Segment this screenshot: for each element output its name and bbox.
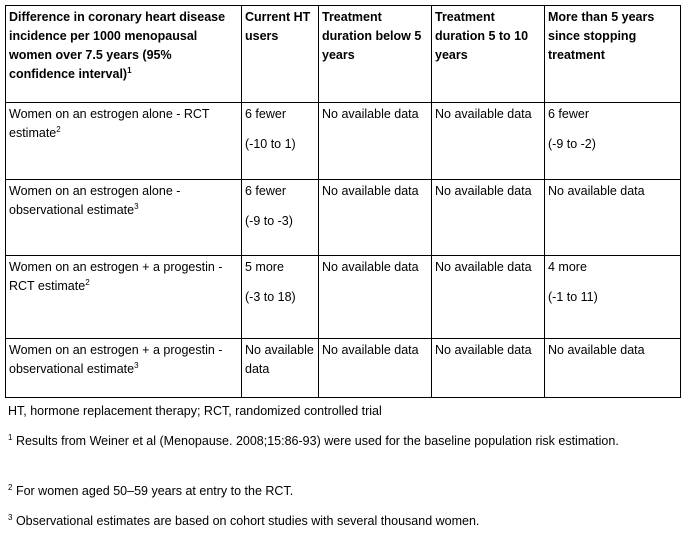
table-row bbox=[6, 103, 681, 180]
footnote-1 bbox=[8, 431, 678, 451]
footnote-ref: 2 bbox=[56, 124, 61, 134]
current-users-cell bbox=[242, 339, 319, 398]
cell-ci: (-10 to 1) bbox=[245, 137, 296, 151]
footnote-ref: 3 bbox=[134, 360, 139, 370]
cell-value: No available data bbox=[548, 343, 645, 357]
five-to-ten-cell: No available data bbox=[432, 103, 545, 180]
five-to-ten-cell: No available data bbox=[432, 256, 545, 339]
header-cell-since-stopping: More than 5 years since stopping treatment bbox=[545, 6, 681, 103]
current-users-cell bbox=[242, 103, 319, 180]
footnote-2 bbox=[8, 481, 678, 501]
footnote-ref: 3 bbox=[134, 201, 139, 211]
header-difference-text: Difference in coronary heart disease incidence per 1000 menopausal women over 7.5 years (95% confidence interval) bbox=[9, 10, 226, 81]
header-cell-current-users: Current HT users bbox=[242, 6, 319, 103]
footnote-mark: 3 bbox=[8, 512, 13, 522]
row-label: Women on an estrogen + a progestin - RCT estimate bbox=[9, 260, 223, 293]
cell-value: No available data bbox=[548, 184, 645, 198]
below5-cell: No available data bbox=[319, 180, 432, 256]
header-cell-difference bbox=[6, 6, 242, 103]
cell-value: 5 more bbox=[245, 260, 284, 274]
cell-value: 6 fewer bbox=[548, 107, 589, 121]
footnote-ref: 2 bbox=[85, 277, 90, 287]
since-stopping-cell bbox=[545, 256, 681, 339]
row-label: Women on an estrogen + a progestin - observational estimate bbox=[9, 343, 223, 376]
cell-value: 6 fewer bbox=[245, 107, 286, 121]
footnote-3 bbox=[8, 511, 678, 531]
footnote-mark: 2 bbox=[8, 482, 13, 492]
row-label: Women on an estrogen alone - RCT estimate bbox=[9, 107, 210, 140]
header-cell-duration-below-5: Treatment duration below 5 years bbox=[319, 6, 432, 103]
header-cell-duration-5-to-10: Treatment duration 5 to 10 years bbox=[432, 6, 545, 103]
table-header-row bbox=[6, 6, 681, 103]
footnote-mark: 1 bbox=[8, 432, 13, 442]
since-stopping-cell bbox=[545, 180, 681, 256]
chd-incidence-table bbox=[5, 5, 681, 398]
current-users-cell bbox=[242, 256, 319, 339]
cell-value: 6 fewer bbox=[245, 184, 286, 198]
footnote-text: Observational estimates are based on cohort studies with several thousand women. bbox=[15, 514, 480, 528]
footnote-text: For women aged 50–59 years at entry to the RCT. bbox=[15, 484, 294, 498]
current-users-cell bbox=[242, 180, 319, 256]
since-stopping-cell bbox=[545, 339, 681, 398]
cell-value: 4 more bbox=[548, 260, 587, 274]
below5-cell: No available data bbox=[319, 339, 432, 398]
row-label-cell bbox=[6, 180, 242, 256]
cell-value: No available data bbox=[245, 343, 314, 376]
five-to-ten-cell: No available data bbox=[432, 180, 545, 256]
footnote-ref: 1 bbox=[127, 65, 132, 75]
footnote-abbreviations: HT, hormone replacement therapy; RCT, randomized controlled trial bbox=[8, 404, 382, 418]
below5-cell: No available data bbox=[319, 256, 432, 339]
cell-ci: (-9 to -3) bbox=[245, 214, 293, 228]
five-to-ten-cell: No available data bbox=[432, 339, 545, 398]
cell-ci: (-9 to -2) bbox=[548, 137, 596, 151]
row-label: Women on an estrogen alone - observational estimate bbox=[9, 184, 181, 217]
cell-ci: (-1 to 11) bbox=[548, 290, 598, 304]
below5-cell: No available data bbox=[319, 103, 432, 180]
cell-ci: (-3 to 18) bbox=[245, 290, 296, 304]
row-label-cell bbox=[6, 256, 242, 339]
row-label-cell bbox=[6, 339, 242, 398]
table-row bbox=[6, 256, 681, 339]
row-label-cell bbox=[6, 103, 242, 180]
footnote-text: Results from Weiner et al (Menopause. 2008;15:86-93) were used for the baseline population risk estimation. bbox=[15, 434, 619, 448]
table-row bbox=[6, 180, 681, 256]
table-row bbox=[6, 339, 681, 398]
since-stopping-cell bbox=[545, 103, 681, 180]
